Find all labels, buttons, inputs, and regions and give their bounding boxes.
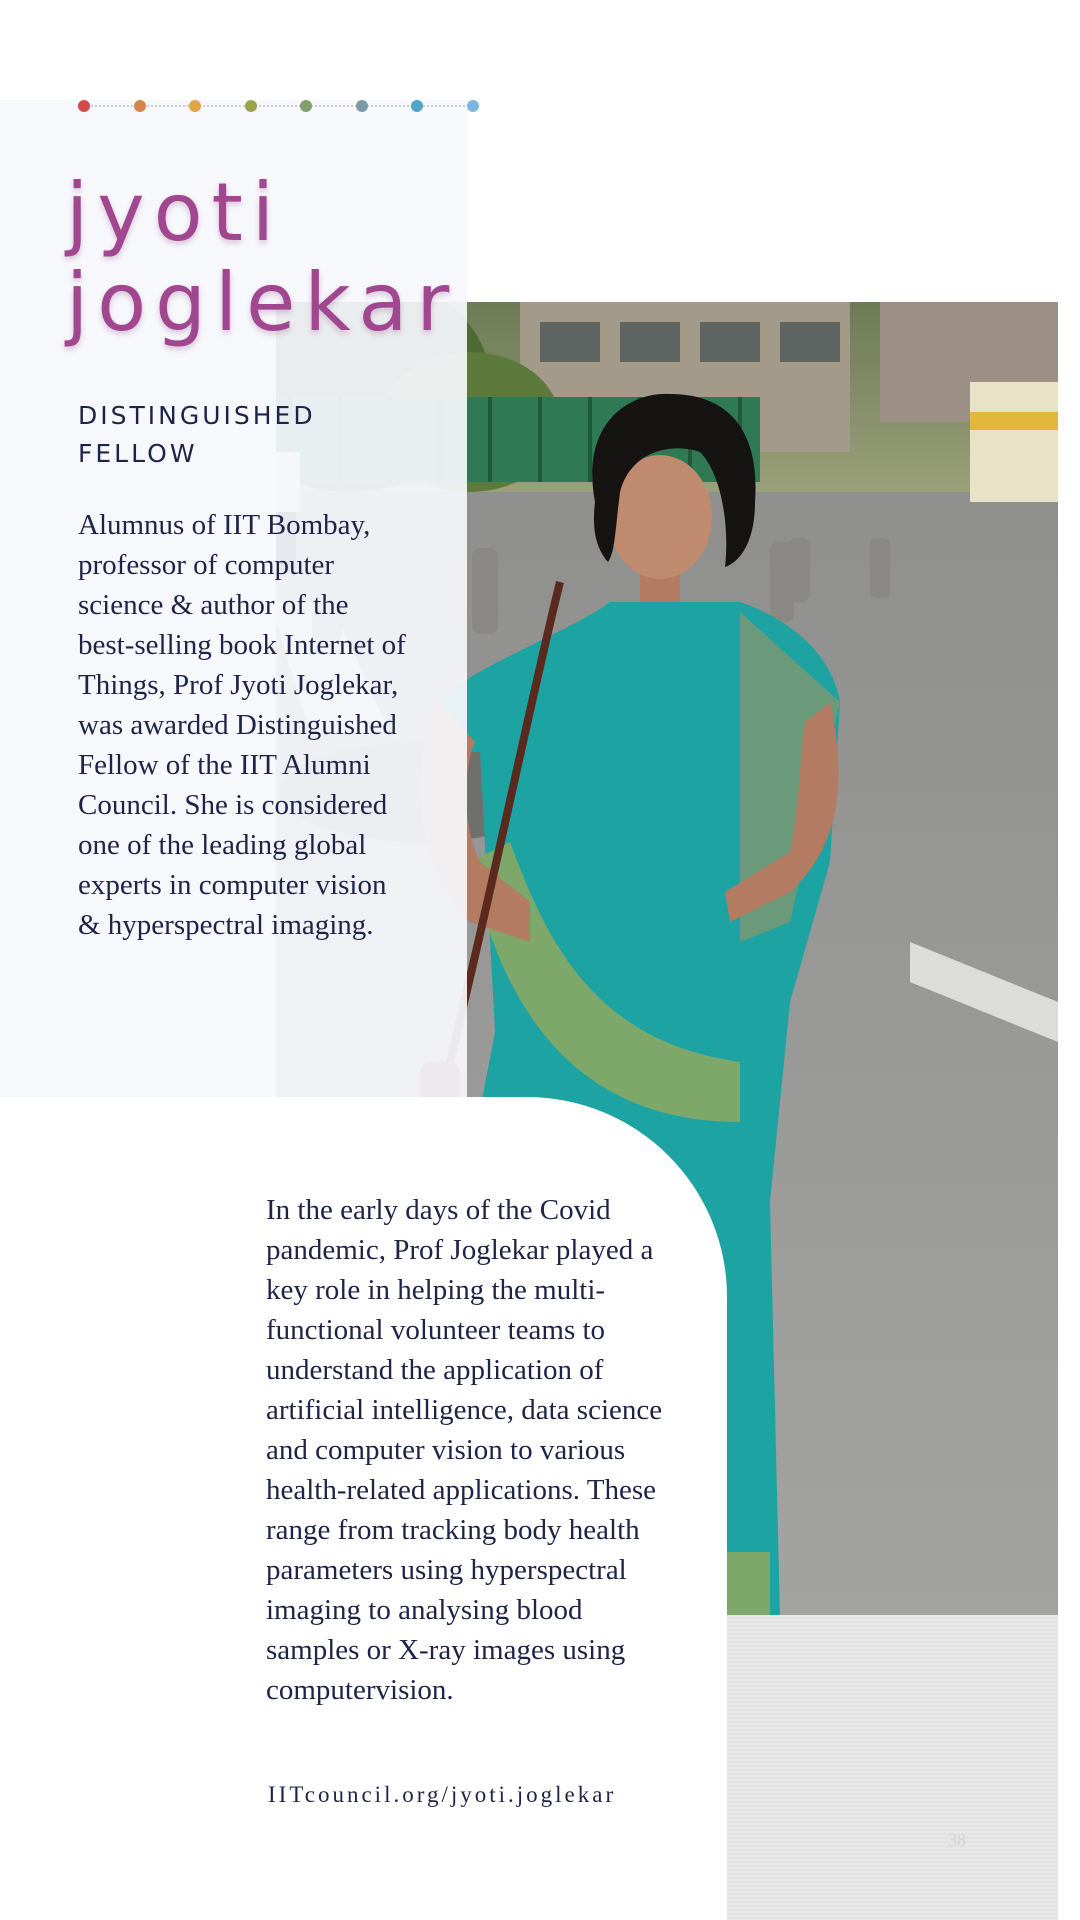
role-title: DISTINGUISHED FELLOW [78,401,316,468]
page-number: 38 [948,1830,966,1850]
color-dot-bar [78,99,478,113]
color-dot [300,100,312,112]
color-dot [78,100,90,112]
profile-link[interactable]: IITcouncil.org/jyoti.joglekar [268,1782,617,1807]
color-dot [245,100,257,112]
grey-backdrop [727,1615,1058,1920]
bio-paragraph: Alumnus of IIT Bombay, professor of computer science & author of the best-selling book Internet of Things, Prof Jyoti Joglekar, was awarded Distinguished Fellow of the IIT Alumni Council. She is considered one of the leading global experts in computer vision & hyperspectral imaging. [78,509,406,941]
name-first: jyoti [66,166,284,259]
color-dot [134,100,146,112]
body-paragraph: In the early days of the Covid pandemic, Prof Joglekar played a key role in helping the multi-functional volunteer teams to understand the application of artificial intelligence, data science and computer vision to various health-related applications. These range from tracking body health parameters using hyperspectral imaging to analysing blood samples or X-ray images using computervision. [266,1194,663,1706]
person-name [66,168,546,348]
color-dot [411,100,423,112]
color-dot [467,100,479,112]
color-dot [356,100,368,112]
color-dot [189,100,201,112]
name-last: joglekar [66,256,459,349]
